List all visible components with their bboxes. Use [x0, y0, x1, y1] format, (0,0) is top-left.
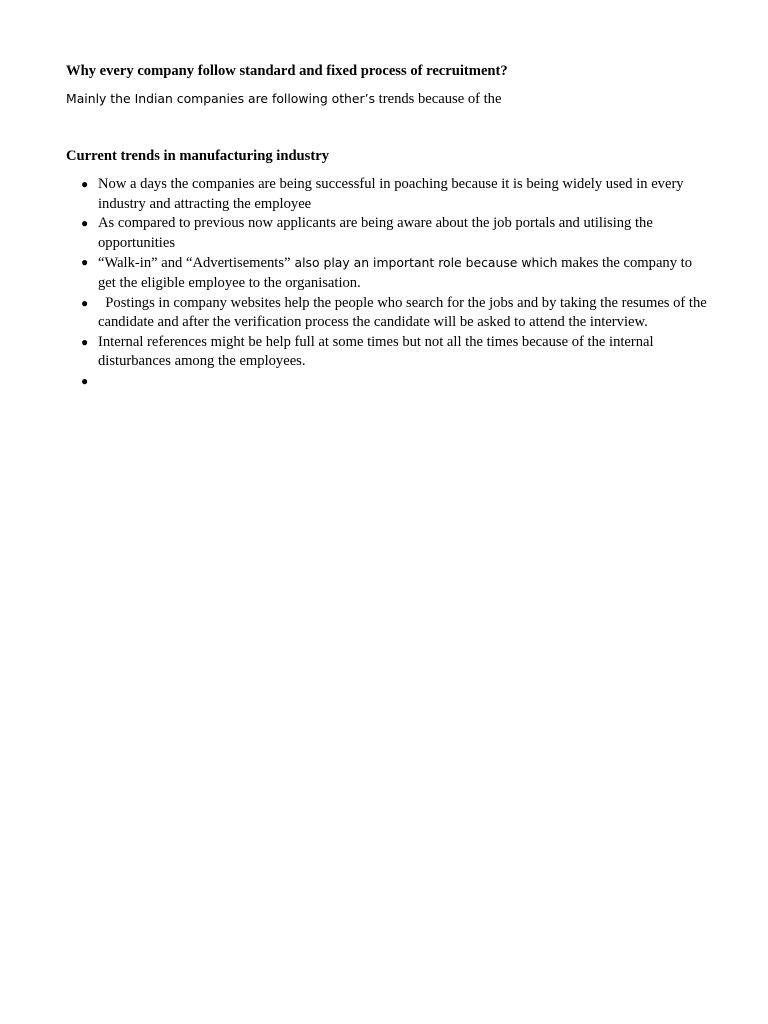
bullet-text — [98, 372, 708, 392]
bullet-text: Now a days the companies are being successful in poaching because it is being widely used in every industry and attracting the employee — [98, 176, 684, 212]
bullet-item — [0, 214, 768, 253]
bullet-item-empty — [0, 372, 768, 392]
bullet-text — [98, 253, 708, 293]
bullet-text: Postings in company websites help the people who search for the jobs and by taking the resumes of the candidate and after the verification process the candidate will be asked to attend the interview. — [98, 294, 711, 331]
intro-paragraph-part-b: trends because of the — [375, 91, 502, 107]
bullet-text-segment: makes the company to get the eligible employee to the organisation. — [98, 255, 693, 291]
bullet-item — [0, 253, 768, 293]
bullet-icon: ● — [81, 334, 89, 349]
bullet-text-segment: “Walk-in” and “Advertisements” — [98, 255, 291, 272]
bullet-icon: ● — [81, 295, 89, 310]
bullet-text-segment: also play an important role because which — [290, 255, 558, 271]
bullet-text: Internal references might be help full at some times but not all the times because of the internal disturbances among the employees. — [98, 333, 654, 370]
bullet-item — [0, 294, 768, 333]
bullet-icon: ● — [81, 216, 89, 231]
bullet-icon: ● — [81, 177, 89, 191]
bullet-text: As compared to previous now applicants are being aware about the job portals and utilising the opportunities — [98, 215, 653, 251]
bullet-item — [0, 333, 768, 372]
bullet-icon: ● — [81, 373, 89, 388]
intro-paragraph — [66, 89, 501, 109]
trends-bullet-list — [0, 175, 768, 392]
heading-recruitment-question: Why every company follow standard and fixed process of recruitment? — [66, 63, 508, 79]
intro-paragraph-part-a: Mainly the Indian companies are following other’s — [66, 91, 376, 106]
heading-current-trends: Current trends in manufacturing industry — [66, 148, 329, 164]
bullet-icon: ● — [81, 255, 89, 270]
bullet-item — [0, 175, 768, 214]
